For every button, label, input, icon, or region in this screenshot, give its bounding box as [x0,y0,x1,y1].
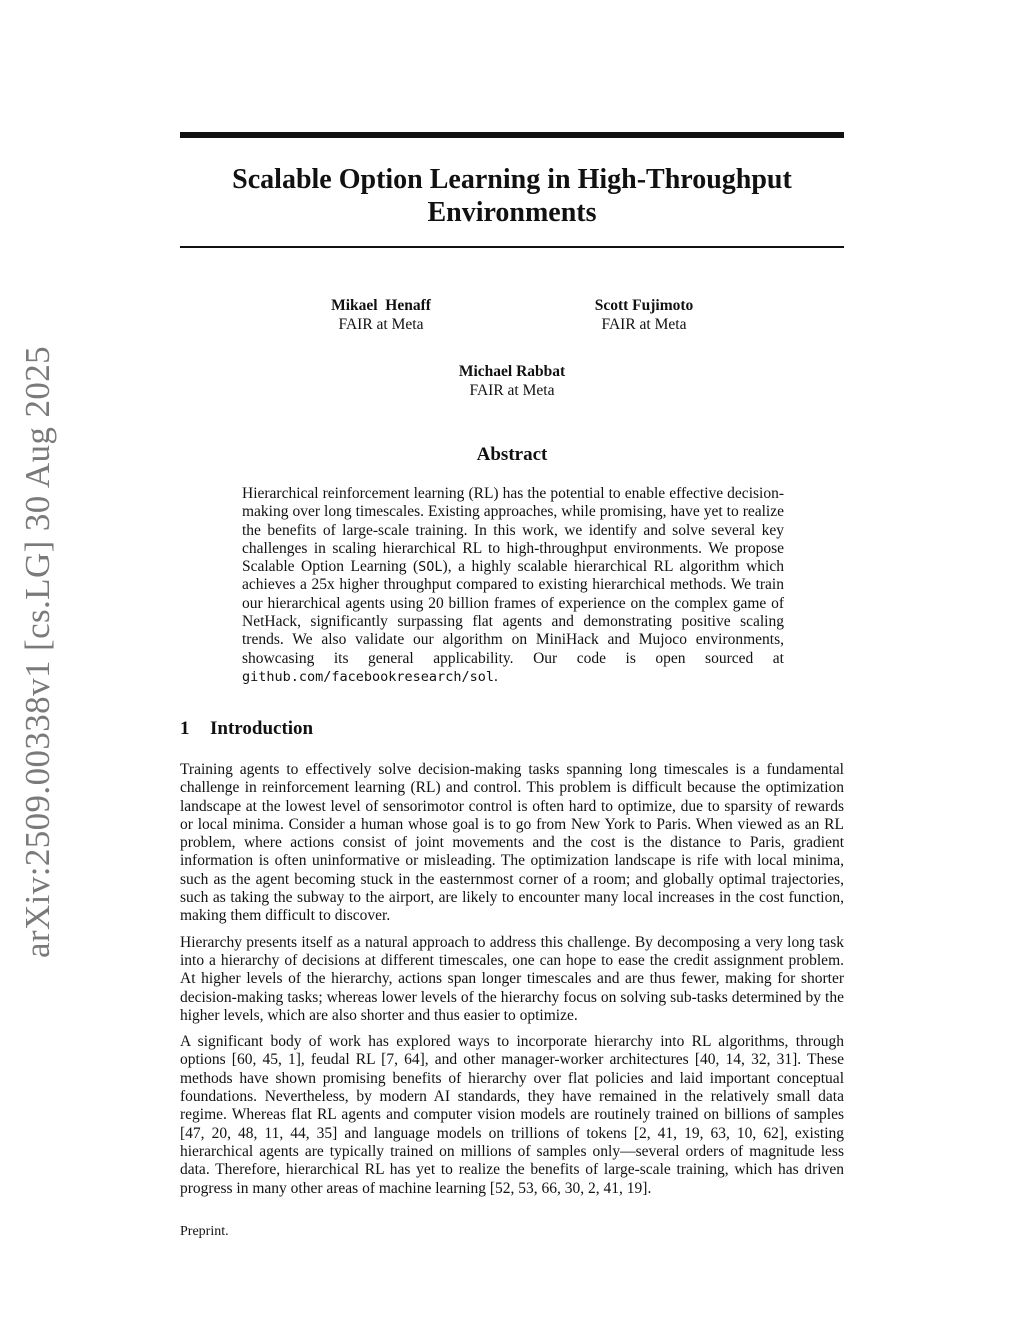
sol-acronym: SOL [418,559,443,576]
paragraph: Training agents to effectively solve decision-making tasks spanning long timescales is a fundamental challenge in reinforcement learning (RL) and control. This problem is difficult because the optimization landscape at the lowest level of sensorimotor control is often hard to optimize, due to sparsity of rewards or local minima. Consider a human whose goal is to go from New York to Paris. When viewed as an RL problem, where actions consist of joint movements and the cost is the distance to Paris, gradient information is often uninformative or misleading. The optimization landscape is rife with local minima, such as the agent becoming stuck in the easternmost corner of a room; and globally optimal trajectories, such as taking the subway to the airport, are likely to encounter many local increases in the cost function, making them difficult to discover. [180,761,844,925]
abstract-part-2: ), a highly scalable hierarchical RL algorithm which achieves a 25x higher throughput compared to existing hierarchical methods. We train our hierarchical agents using 20 billion frames of experience on the complex game of NetHack, significantly surpassing flat agents and demonstrating positive scaling trends. We also validate our algorithm on MiniHack and Mujoco environments, showcasing its general applicability. Our code is open sourced at [242,558,784,667]
abstract-part-1: Hierarchical reinforcement learning (RL) has the potential to enable effective decision-making over long timescales. Existing approaches, while promising, have yet to realize the benefits of large-scale training. In this work, we identify and solve several key challenges in scaling hierarchical RL to high-throughput environments. We propose Scalable Option Learning ( [242,485,784,576]
abstract-part-3: . [493,667,498,685]
paper-title [180,163,844,229]
author-affiliation: FAIR at Meta [469,382,555,399]
title-bottom-rule [180,246,844,248]
author-affiliation: FAIR at Meta [338,316,424,333]
paragraph: A significant body of work has explored ways to incorporate hierarchy into RL algorithms, through options [60, 45, 1], feudal RL [7, 64], and other manager-worker architectures [40, 14, 32, 31]. These methods have shown promising benefits of hierarchy over flat policies and laid important conceptual foundations. Nevertheless, by modern AI standards, they have remained in the relatively small data regime. Whereas flat RL agents and computer vision models are routinely trained on billions of samples [47, 20, 48, 11, 44, 35] and language models on trillions of tokens [2, 41, 19, 63, 10, 62], existing hierarchical agents are typically trained on millions of samples only—several orders of magnitude less data. Therefore, hierarchical RL has yet to realize the benefits of large-scale training, which has driven progress in many other areas of machine learning [52, 53, 66, 30, 2, 41, 19]. [180,1033,844,1197]
title-line-2: Environments [427,197,597,228]
code-url-link[interactable]: github.com/facebookresearch/sol [242,668,494,685]
author-block-rabbat [382,362,642,400]
title-top-rule [180,132,844,138]
paragraph: Hierarchy presents itself as a natural approach to address this challenge. By decomposing a very long task into a hierarchy of decisions at different timescales, one can hope to ease the credit assignment problem. At higher levels of the hierarchy, actions span longer timescales and are thus fewer, making for shorter decision-making tasks; whereas lower levels of the hierarchy focus on solving sub-tasks determined by the higher levels, which are also shorter and thus easier to optimize. [180,933,844,1024]
author-name: Mikael Henaff [331,297,431,314]
author-block-fujimoto [514,296,774,334]
abstract-heading: Abstract [476,444,548,465]
title-line-1: Scalable Option Learning in High-Throughput [232,164,792,195]
author-name: Michael Rabbat [458,363,566,380]
introduction-body [180,761,844,1206]
section-heading-introduction [180,718,313,740]
author-name: Scott Fujimoto [594,297,694,314]
arxiv-identifier-stamp: arXiv:2509.00338v1 [cs.LG] 30 Aug 2025 [18,345,57,958]
footer-preprint: Preprint. [180,1224,229,1239]
author-affiliation: FAIR at Meta [601,316,687,333]
section-title: Introduction [210,718,314,739]
section-number: 1 [180,718,190,739]
abstract-text [242,485,784,686]
author-block-henaff [251,296,511,334]
